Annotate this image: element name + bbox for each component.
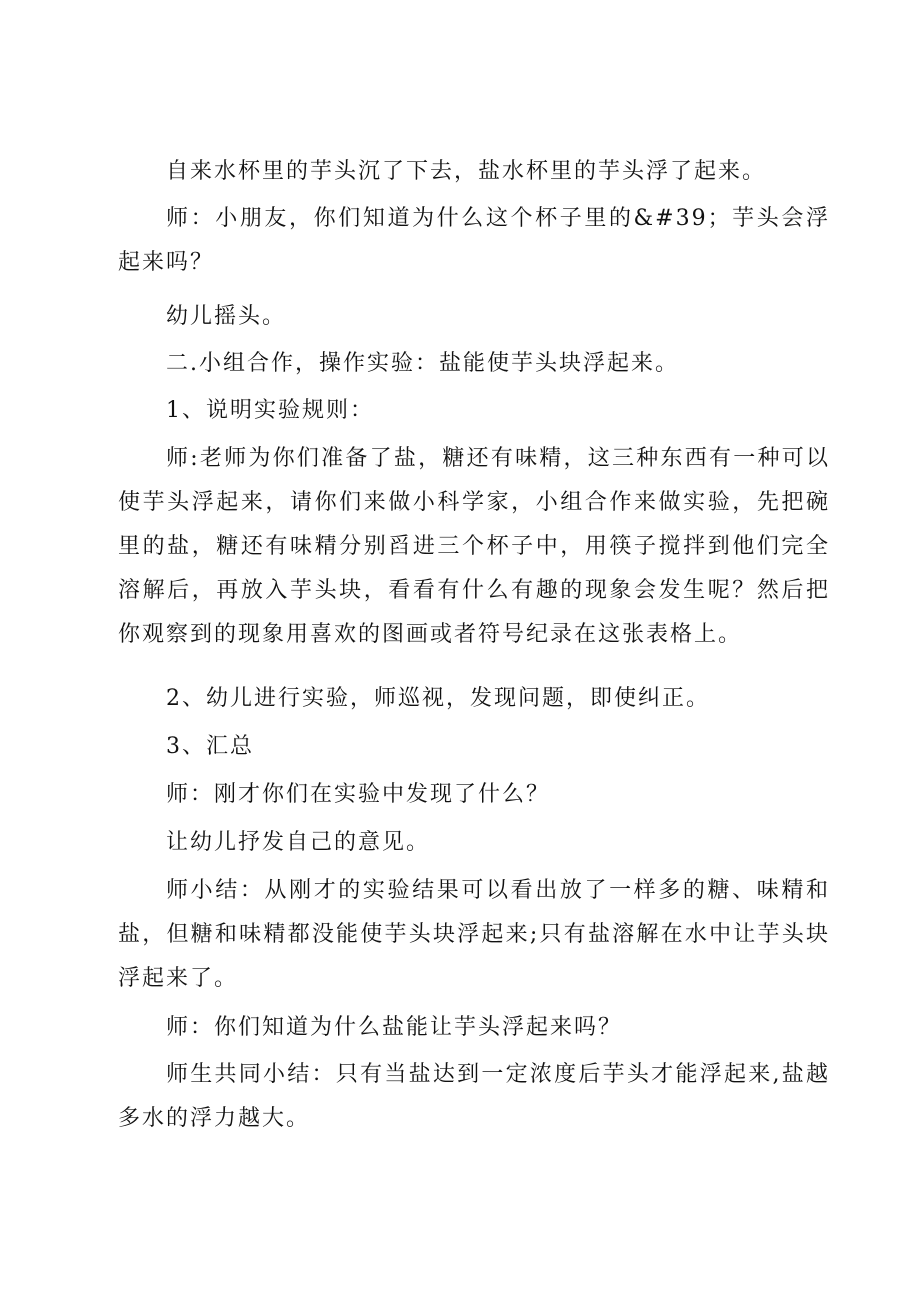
paragraph-6: 师:老师为你们准备了盐，糖还有味精，这三种东西有一种可以使芋头浮起来，请你们来做小科学家，小组合作来做实验，先把碗里的盐，糖还有味精分别舀进三个杯子中，用筷子搅拌到他们完全溶解后，再放入芋头块，看看有什么有趣的现象会发生呢？然后把你观察到的现象用喜欢的图画或者符号纪录在这张表格上。 [118,446,830,647]
paragraph-4: 二.小组合作，操作实验：盐能使芋头块浮起来。 [166,351,679,376]
paragraph-10: 让幼儿抒发自己的意见。 [166,830,431,855]
paragraph-11: 师小结：从刚才的实验结果可以看出放了一样多的糖、味精和盐，但糖和味精都没能使芋头块浮起来;只有盐溶解在水中让芋头块浮起来了。 [118,878,830,991]
paragraph-2: 师：小朋友，你们知道为什么这个杯子里的&#39；芋头会浮起来吗？ [118,206,830,275]
paragraph-1: 自来水杯里的芋头沉了下去，盐水杯里的芋头浮了起来。 [166,159,767,184]
paragraph-12: 师：你们知道为什么盐能让芋头浮起来吗？ [166,1015,623,1040]
paragraph-13: 师生共同小结：只有当盐达到一定浓度后芋头才能浮起来,盐越多水的浮力越大。 [118,1062,830,1131]
paragraph-9: 师：刚才你们在实验中发现了什么？ [166,782,551,807]
paragraph-5: 1、说明实验规则： [166,398,374,423]
paragraph-8: 3、汇总 [166,734,254,759]
paragraph-7: 2、幼儿进行实验，师巡视，发现问题，即使纠正。 [166,686,710,711]
paragraph-3: 幼儿摇头。 [166,304,287,329]
